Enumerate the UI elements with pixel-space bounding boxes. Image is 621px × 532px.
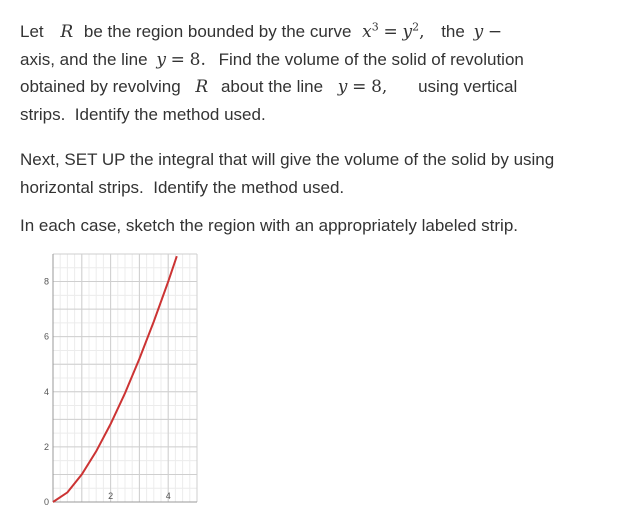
math-equals: = (383, 22, 398, 42)
math-eight: 8. (189, 49, 206, 70)
math-exponent-2: 2 (412, 20, 420, 34)
math-comma: , (419, 22, 425, 42)
math-y-axis-letter: y (473, 22, 484, 42)
text-using-vertical: using vertical (418, 77, 518, 96)
math-dash: − (487, 22, 503, 42)
x-tick-label: 4 (165, 491, 171, 501)
problem-line-7: In each case, sketch the region with an appropriately labeled strip. (20, 216, 519, 235)
math-eight: 8, (371, 77, 388, 97)
math-region-r: R (195, 77, 209, 97)
x-tick-label: 2 (108, 491, 114, 501)
problem-paragraph-1 (20, 18, 615, 128)
problem-paragraph-2 (20, 146, 615, 201)
math-region-r: R (60, 22, 74, 42)
curve-line (53, 256, 177, 502)
text-find-volume: Find the volume of the solid of revolution (218, 49, 524, 69)
problem-line-3 (20, 73, 615, 101)
math-x: x (362, 22, 372, 42)
problem-line-6: horizontal strips. Identify the method used. (20, 177, 345, 197)
y-tick-label: 8 (43, 276, 49, 287)
math-exponent-3: 3 (371, 20, 379, 34)
text-axis-and-line: axis, and the line (20, 49, 148, 69)
math-y: y (402, 22, 413, 42)
text-obtained-by-revolving: obtained by revolving (20, 77, 181, 96)
graph-canvas (15, 248, 205, 510)
math-y: y (337, 77, 348, 97)
y-tick-label: 4 (43, 386, 49, 397)
text-region-bounded: be the region bounded by the curve (83, 22, 352, 41)
problem-line-1 (20, 18, 615, 46)
math-equals: = (170, 49, 185, 70)
curve-graph (15, 248, 205, 510)
problem-line-2 (20, 46, 615, 74)
text-let: Let (20, 22, 44, 41)
problem-line-5: Next, SET UP the integral that will give the volume of the solid by using (20, 150, 555, 169)
text-strips-identify: strips. Identify the method used. (20, 104, 266, 124)
text-about-the-line: about the line (220, 77, 324, 96)
math-equals: = (352, 77, 367, 97)
text-the: the (441, 22, 465, 41)
problem-paragraph-3 (20, 212, 615, 240)
y-tick-label: 0 (43, 497, 49, 507)
y-tick-label: 6 (43, 331, 49, 342)
math-y: y (156, 49, 166, 70)
problem-line-4 (20, 101, 615, 129)
y-tick-label: 2 (43, 441, 49, 452)
